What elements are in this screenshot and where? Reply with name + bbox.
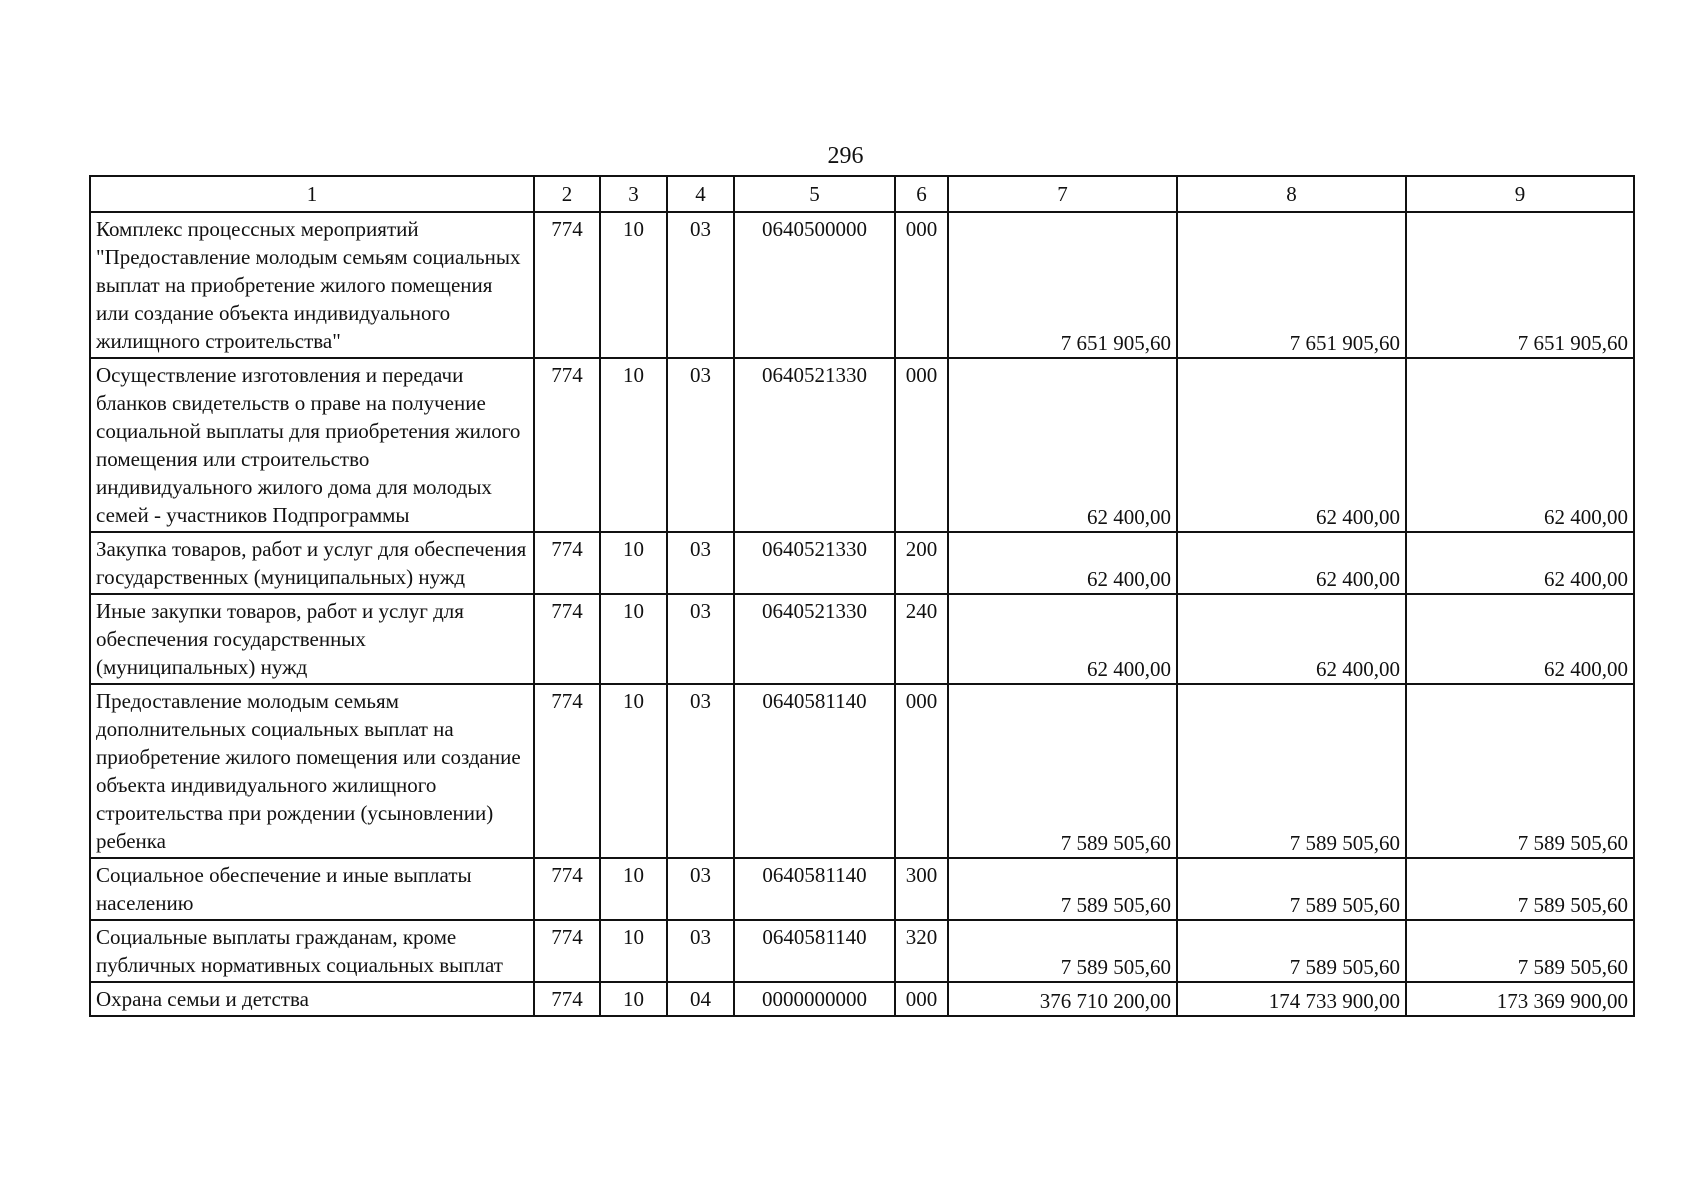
table-row: [90, 982, 1634, 1016]
table-row: [90, 594, 1634, 684]
amount-year-2: 7 651 905,60: [1177, 212, 1406, 358]
amount-year-2: 62 400,00: [1177, 358, 1406, 532]
table-row: [90, 920, 1634, 982]
section-code: 10: [600, 358, 667, 532]
row-name: Иные закупки товаров, работ и услуг для обеспечения государственных (муниципальных) нужд: [90, 594, 534, 684]
amount-year-3: 62 400,00: [1406, 594, 1634, 684]
row-name: Социальные выплаты гражданам, кроме публичных нормативных социальных выплат: [90, 920, 534, 982]
column-header: 9: [1406, 176, 1634, 212]
row-name: Закупка товаров, работ и услуг для обеспечения государственных (муниципальных) нужд: [90, 532, 534, 594]
amount-year-1: 7 589 505,60: [948, 920, 1177, 982]
target-article-code: 0640581140: [734, 684, 895, 858]
amount-year-1: 7 589 505,60: [948, 684, 1177, 858]
amount-year-1: 62 400,00: [948, 532, 1177, 594]
table-row: [90, 684, 1634, 858]
amount-year-2: 62 400,00: [1177, 594, 1406, 684]
ministry-code: 774: [534, 594, 600, 684]
subsection-code: 03: [667, 212, 734, 358]
row-name: Охрана семьи и детства: [90, 982, 534, 1016]
table-row: [90, 212, 1634, 358]
target-article-code: 0640581140: [734, 920, 895, 982]
column-header: 7: [948, 176, 1177, 212]
subsection-code: 03: [667, 920, 734, 982]
amount-year-2: 7 589 505,60: [1177, 684, 1406, 858]
table-header-row: [90, 176, 1634, 212]
section-code: 10: [600, 594, 667, 684]
column-header: 1: [90, 176, 534, 212]
row-name: Социальное обеспечение и иные выплаты населению: [90, 858, 534, 920]
table-row: [90, 858, 1634, 920]
subsection-code: 04: [667, 982, 734, 1016]
amount-year-2: 7 589 505,60: [1177, 920, 1406, 982]
expense-type-code: 200: [895, 532, 948, 594]
amount-year-2: 7 589 505,60: [1177, 858, 1406, 920]
subsection-code: 03: [667, 594, 734, 684]
ministry-code: 774: [534, 920, 600, 982]
subsection-code: 03: [667, 684, 734, 858]
amount-year-1: 376 710 200,00: [948, 982, 1177, 1016]
section-code: 10: [600, 684, 667, 858]
row-name: Комплекс процессных мероприятий "Предоставление молодым семьям социальных выплат на приобретение жилого помещения или создание объекта индивидуального жилищного строительства": [90, 212, 534, 358]
ministry-code: 774: [534, 358, 600, 532]
expense-type-code: 000: [895, 684, 948, 858]
section-code: 10: [600, 858, 667, 920]
section-code: 10: [600, 920, 667, 982]
amount-year-1: 62 400,00: [948, 594, 1177, 684]
amount-year-2: 62 400,00: [1177, 532, 1406, 594]
subsection-code: 03: [667, 858, 734, 920]
target-article-code: 0640521330: [734, 532, 895, 594]
ministry-code: 774: [534, 684, 600, 858]
column-header: 5: [734, 176, 895, 212]
table-row: [90, 358, 1634, 532]
ministry-code: 774: [534, 858, 600, 920]
page-number: 296: [827, 143, 864, 169]
subsection-code: 03: [667, 532, 734, 594]
column-header: 2: [534, 176, 600, 212]
target-article-code: 0640581140: [734, 858, 895, 920]
ministry-code: 774: [534, 982, 600, 1016]
column-header: 3: [600, 176, 667, 212]
amount-year-3: 62 400,00: [1406, 358, 1634, 532]
target-article-code: 0000000000: [734, 982, 895, 1016]
column-header: 4: [667, 176, 734, 212]
amount-year-3: 7 589 505,60: [1406, 858, 1634, 920]
amount-year-2: 174 733 900,00: [1177, 982, 1406, 1016]
expense-type-code: 320: [895, 920, 948, 982]
row-name: Предоставление молодым семьям дополнительных социальных выплат на приобретение жилого помещения или создание объекта индивидуального жилищного строительства при рождении (усыновлении) ребенка: [90, 684, 534, 858]
amount-year-1: 62 400,00: [948, 358, 1177, 532]
section-code: 10: [600, 982, 667, 1016]
column-header: 8: [1177, 176, 1406, 212]
section-code: 10: [600, 212, 667, 358]
amount-year-3: 62 400,00: [1406, 532, 1634, 594]
subsection-code: 03: [667, 358, 734, 532]
ministry-code: 774: [534, 212, 600, 358]
amount-year-3: 7 589 505,60: [1406, 920, 1634, 982]
amount-year-3: 7 589 505,60: [1406, 684, 1634, 858]
amount-year-3: 7 651 905,60: [1406, 212, 1634, 358]
expense-type-code: 000: [895, 358, 948, 532]
target-article-code: 0640521330: [734, 594, 895, 684]
ministry-code: 774: [534, 532, 600, 594]
expense-type-code: 240: [895, 594, 948, 684]
expense-type-code: 000: [895, 982, 948, 1016]
table-row: [90, 532, 1634, 594]
amount-year-1: 7 589 505,60: [948, 858, 1177, 920]
section-code: 10: [600, 532, 667, 594]
column-header: 6: [895, 176, 948, 212]
target-article-code: 0640500000: [734, 212, 895, 358]
amount-year-3: 173 369 900,00: [1406, 982, 1634, 1016]
amount-year-1: 7 651 905,60: [948, 212, 1177, 358]
row-name: Осуществление изготовления и передачи бланков свидетельств о праве на получение социальной выплаты для приобретения жилого помещения или строительство индивидуального жилого дома для молодых семей - участников Подпрограммы: [90, 358, 534, 532]
budget-table: [89, 175, 1635, 1017]
expense-type-code: 300: [895, 858, 948, 920]
expense-type-code: 000: [895, 212, 948, 358]
target-article-code: 0640521330: [734, 358, 895, 532]
